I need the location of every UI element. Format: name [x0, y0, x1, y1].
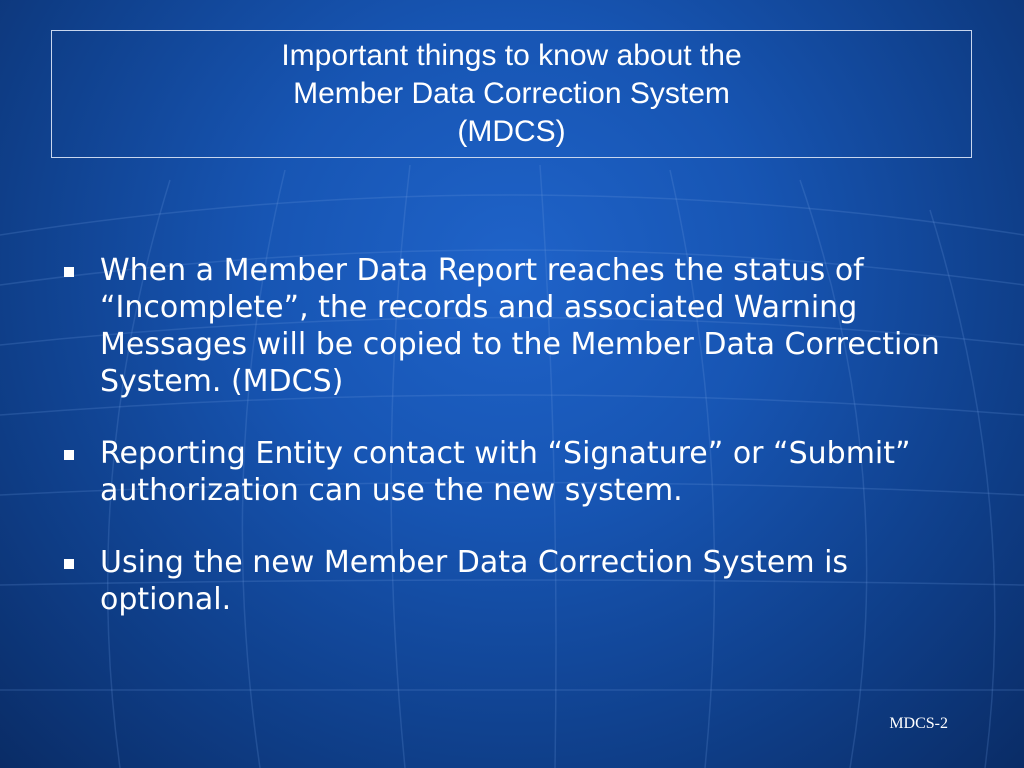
title-line-3: (MDCS) — [457, 115, 566, 148]
bullet-text-3: Using the new Member Data Correction System is optional. — [100, 545, 849, 617]
bullet-square-icon — [64, 559, 74, 569]
bullet-text-2: Reporting Entity contact with “Signature” or “Submit” authorization can use the new system. — [100, 436, 911, 508]
bullet-item-2 — [60, 435, 980, 509]
title-box — [51, 30, 972, 158]
slide-number-label: MDCS-2 — [889, 715, 948, 732]
bullet-text-1: When a Member Data Report reaches the status of “Incomplete”, the records and associated Warning Messages will be copied to the Member Data Correction System. (MDCS) — [100, 253, 940, 399]
bullet-list — [60, 252, 980, 653]
title-line-2: Member Data Correction System — [293, 77, 730, 110]
bullet-item-1 — [60, 252, 980, 400]
bullet-square-icon — [64, 450, 74, 460]
bullet-item-3 — [60, 544, 980, 618]
title-line-1: Important things to know about the — [281, 39, 742, 72]
bullet-square-icon — [64, 267, 74, 277]
